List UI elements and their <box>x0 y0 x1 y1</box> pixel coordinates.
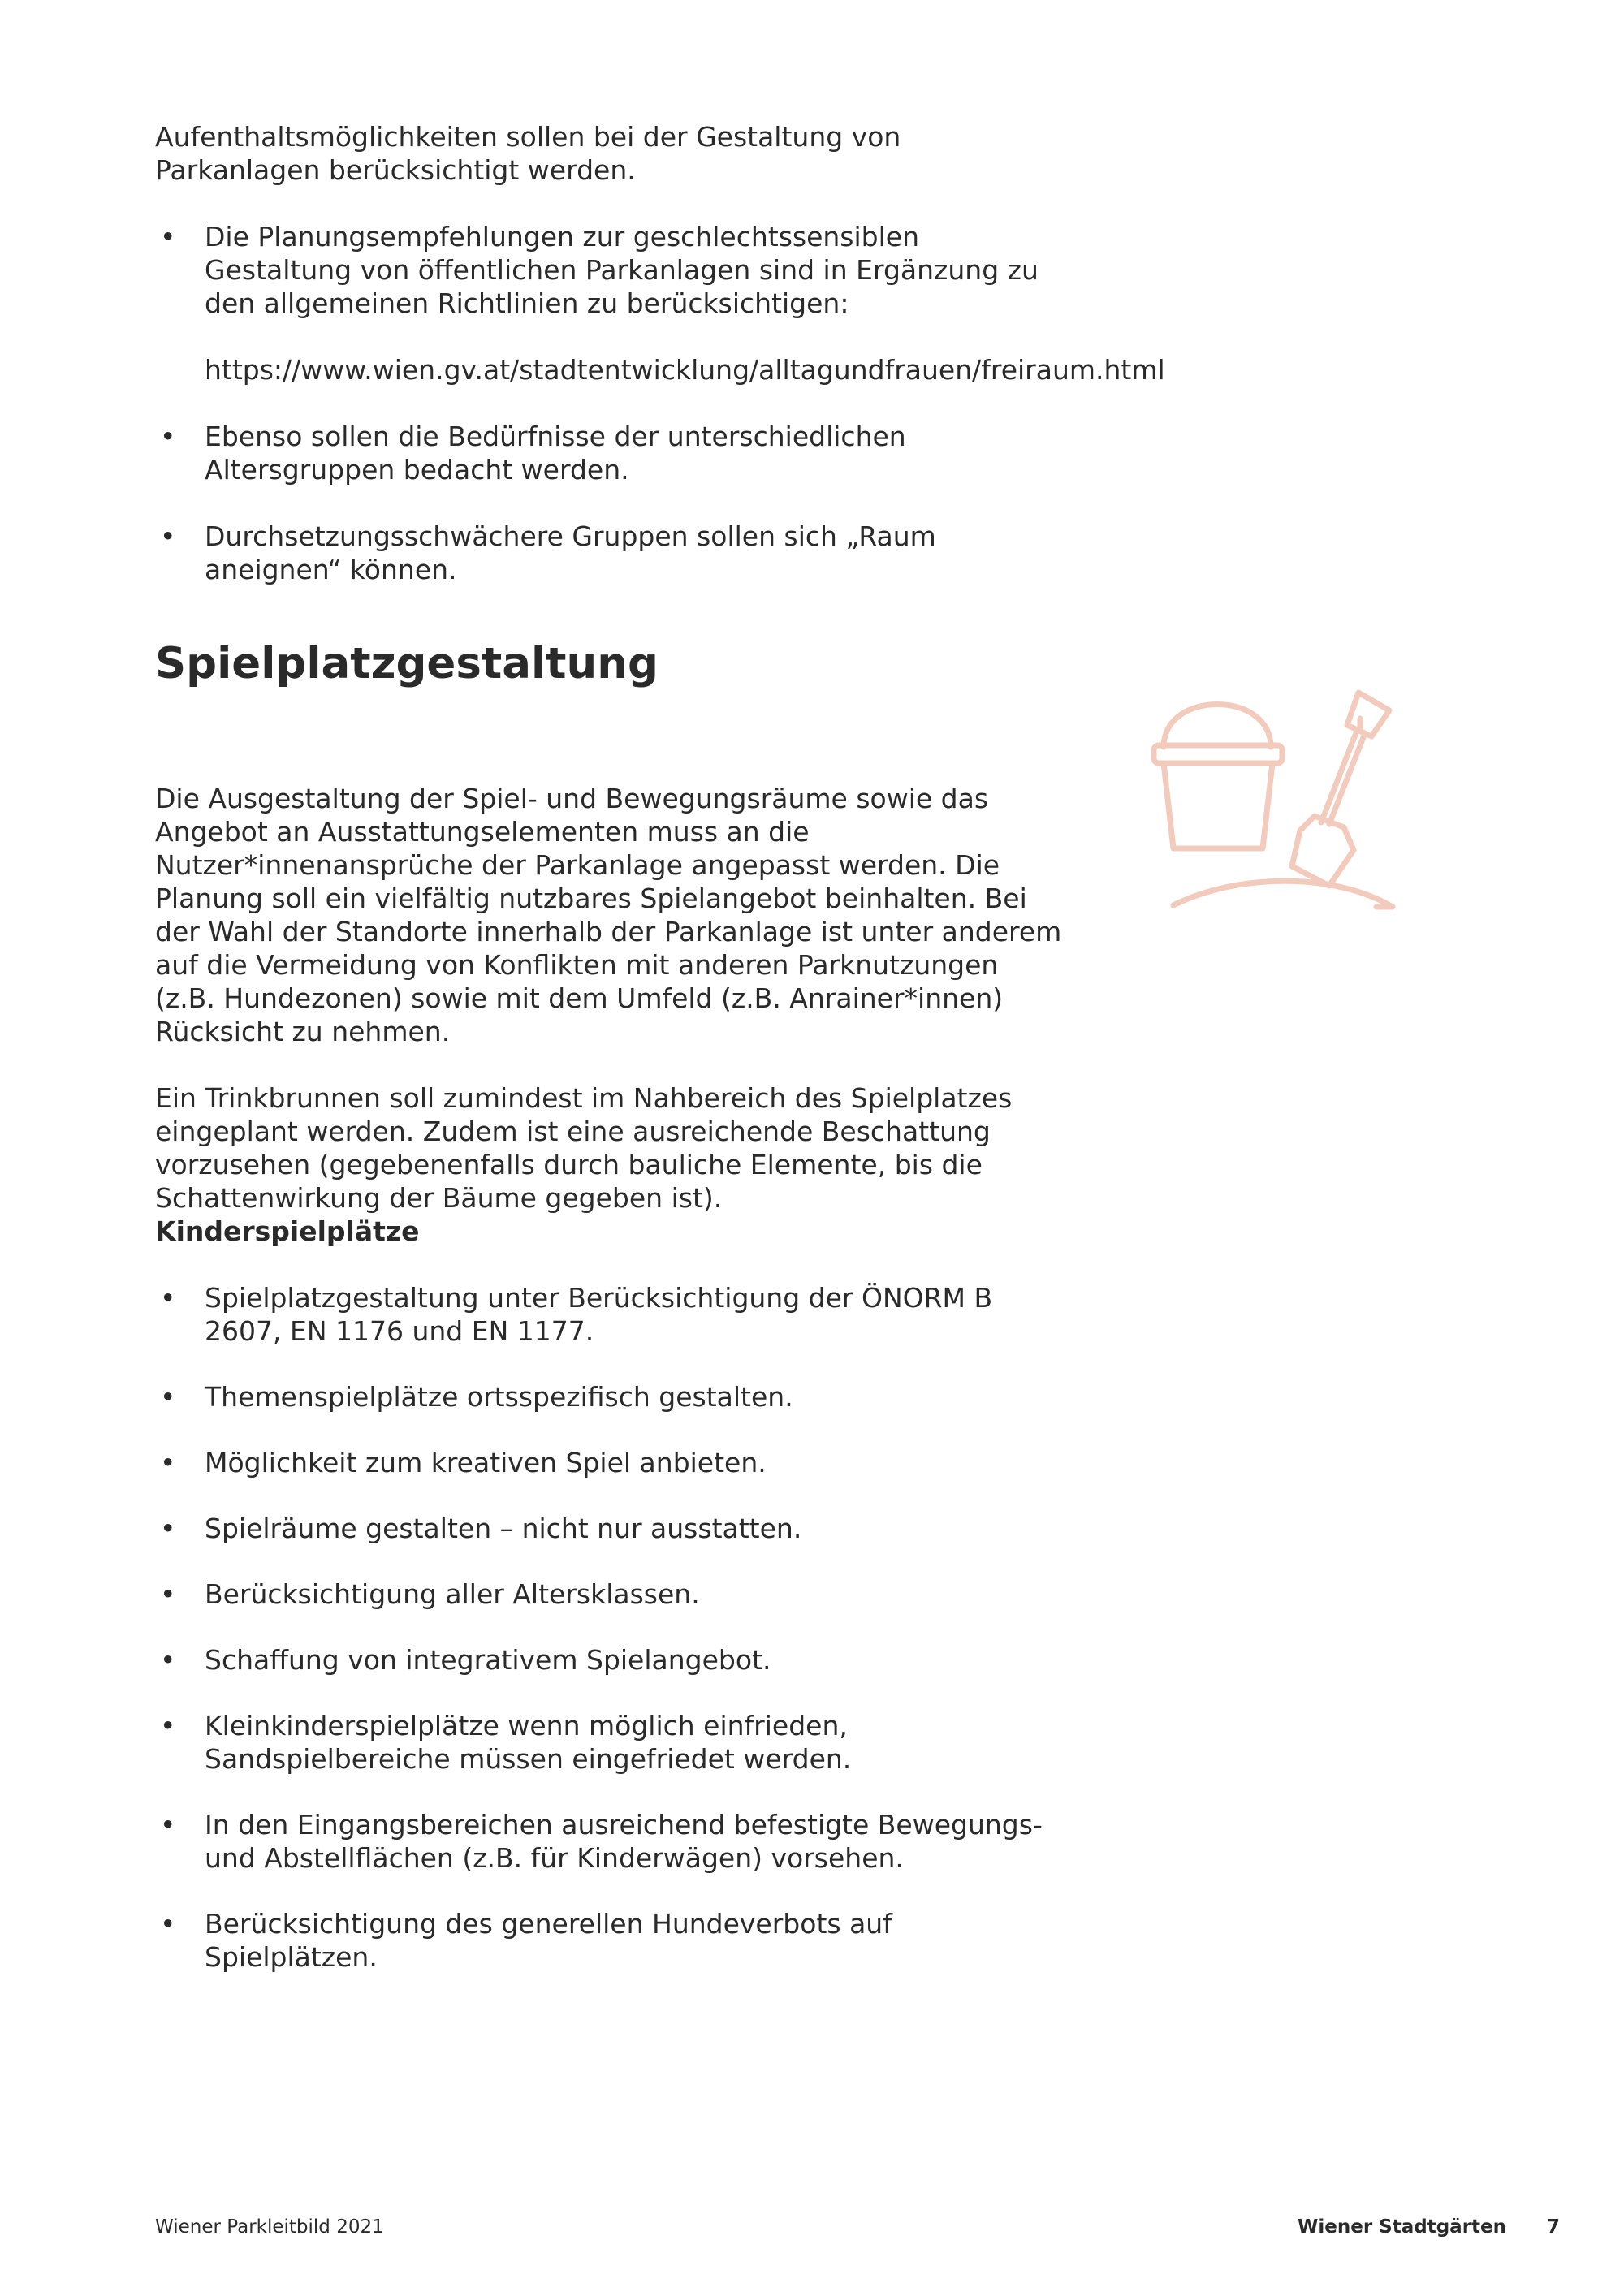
bullet-dot: • <box>160 1710 176 1741</box>
bullet-dot: • <box>160 1809 176 1841</box>
bullet-dot: • <box>160 1578 176 1610</box>
main-column <box>155 120 1165 1974</box>
bullet-dot: • <box>160 1282 176 1314</box>
list-item <box>155 1380 1065 1413</box>
bullet-dot: • <box>160 1644 176 1676</box>
section-paragraph: Ein Trinkbrunnen soll zumindest im Nahbereich des Spielplatzes eingeplant werden. Zudem ist eine ausreichende Beschattung vorzusehen (gegebenenfalls durch bauliche Elemente, bis die Schattenwirkung der Bäume gegeben ist). <box>155 1082 1013 1214</box>
list-item <box>155 220 1165 386</box>
list-item <box>155 1577 1065 1611</box>
intro-bullet-list <box>155 220 1165 586</box>
list-item <box>155 1808 1065 1875</box>
bullet-text: In den Eingangsbereichen ausreichend befestigte Bewegungs- und Abstellflächen (z.B. für Kinderwägen) vorsehen. <box>205 1809 1043 1874</box>
list-item <box>155 1512 1065 1545</box>
list-item <box>155 1446 1065 1479</box>
list-item <box>155 420 1065 486</box>
list-item <box>155 1281 1065 1348</box>
bullet-text: Berücksichtigung aller Altersklassen. <box>205 1578 700 1610</box>
intro-paragraph: Aufenthaltsmöglichkeiten sollen bei der Gestaltung von Parkanlagen berücksichtigt werden. <box>155 121 901 186</box>
bullet-text: Durchsetzungsschwächere Gruppen sollen sich „Raum aneignen“ können. <box>205 520 936 585</box>
bullet-text: Ebenso sollen die Bedürfnisse der unterschiedlichen Altersgruppen bedacht werden. <box>205 421 906 486</box>
bullet-text: Kleinkinderspielplätze wenn möglich einfrieden, Sandspielbereiche müssen eingefriedet werden. <box>205 1710 852 1775</box>
bullet-dot: • <box>160 1447 176 1478</box>
bullet-text: Themenspielplätze ortsspezifisch gestalten. <box>205 1381 793 1413</box>
subheading-kinderspielplaetze: Kinderspielplätze <box>155 1215 420 1247</box>
bullet-text: Möglichkeit zum kreativen Spiel anbieten. <box>205 1447 767 1478</box>
bullet-text: Schaffung von integrativem Spielangebot. <box>205 1644 771 1676</box>
bullet-text: Die Planungsempfehlungen zur geschlechtssensiblen Gestaltung von öffentlichen Parkanlagen sind in Ergänzung zu den allgemeinen Richtlinien zu berücksichtigen: <box>205 221 1039 319</box>
list-item <box>155 1709 1065 1776</box>
list-item <box>155 1907 1065 1974</box>
list-item <box>155 1643 1065 1677</box>
reference-url: https://www.wien.gv.at/stadtentwicklung/alltagundfrauen/freiraum.html <box>205 354 1165 386</box>
bullet-dot: • <box>160 1908 176 1940</box>
section-heading: Spielplatzgestaltung <box>155 639 659 688</box>
bullet-dot: • <box>160 421 176 452</box>
section-paragraph: Die Ausgestaltung der Spiel- und Bewegungsräume sowie das Angebot an Ausstattungselementen muss an die Nutzer*innenansprüche der Parkanlage angepasst werden. Die Planung soll ein vielfältig nutzbares Spielangebot beinhalten. Bei der Wahl der Standorte innerhalb der Parkanlage ist unter anderem auf die Vermeidung von Konflikten mit anderen Parknutzungen (z.B. Hundezonen) sowie mit dem Umfeld (z.B. Anrainer*innen) Rücksicht zu nehmen. <box>155 783 1062 1047</box>
page-number: 7 <box>1547 2216 1561 2238</box>
bullet-dot: • <box>160 1513 176 1544</box>
bullet-dot: • <box>160 1381 176 1413</box>
bullet-text: Spielplatzgestaltung unter Berücksichtigung der ÖNORM B 2607, EN 1176 und EN 1177. <box>205 1282 993 1347</box>
playground-bullet-list <box>155 1281 1065 1974</box>
sand-bucket-shovel-icon <box>1141 686 1401 921</box>
footer-brand: Wiener Stadtgärten <box>1298 2216 1507 2238</box>
bullet-text: Berücksichtigung des generellen Hundeverbots auf Spielplätzen. <box>205 1908 892 1973</box>
bullet-dot: • <box>160 520 176 552</box>
list-item <box>155 520 1065 586</box>
footer-publication: Wiener Parkleitbild 2021 <box>155 2216 384 2238</box>
bullet-dot: • <box>160 221 176 252</box>
bullet-text: Spielräume gestalten – nicht nur ausstatten. <box>205 1513 802 1544</box>
